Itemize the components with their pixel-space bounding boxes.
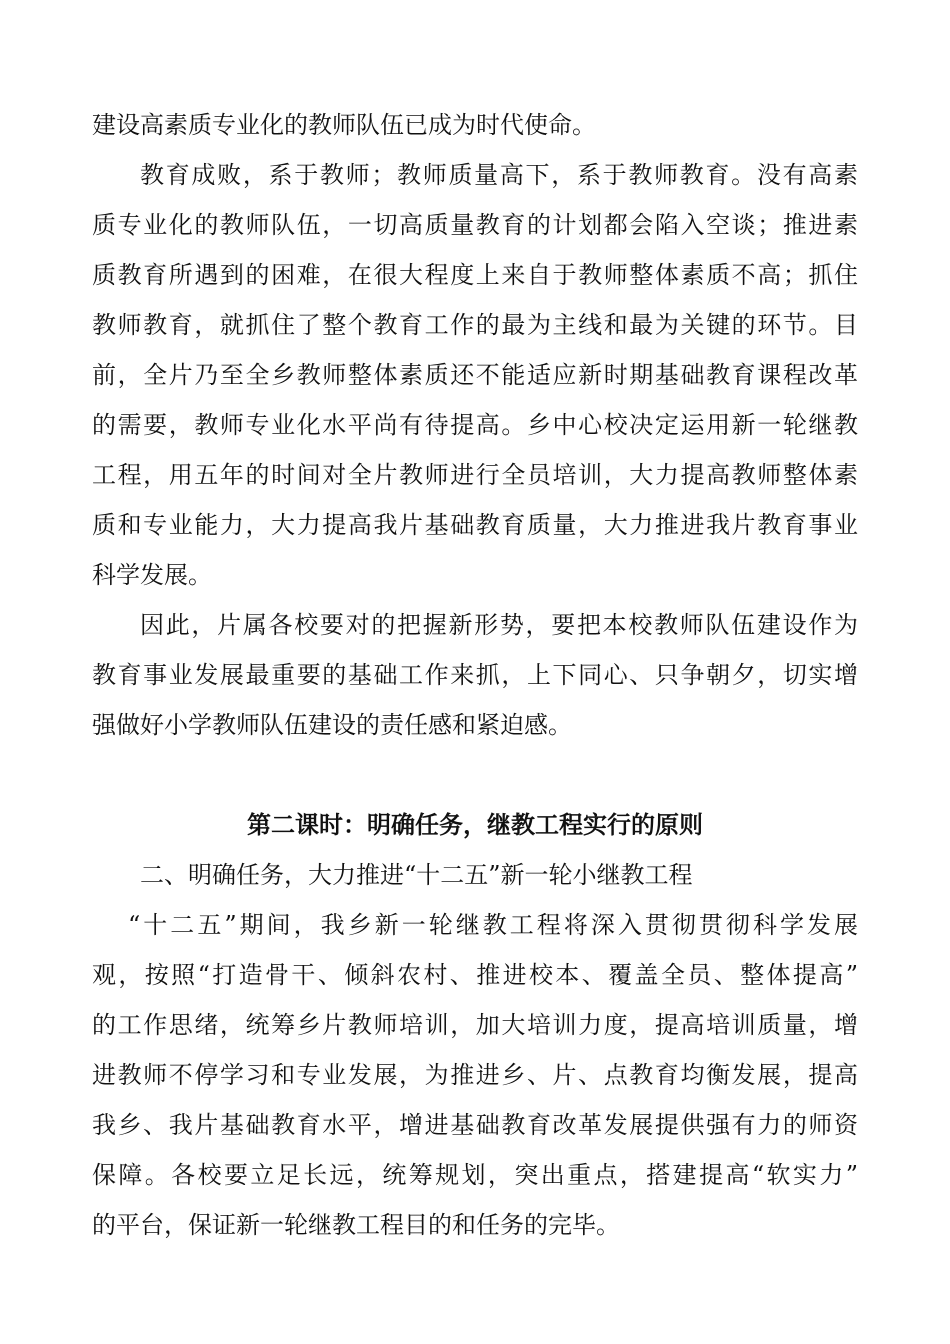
paragraph-line: 强做好小学教师队伍建设的责任感和紧迫感。	[92, 711, 572, 739]
paragraph-line: 的工作思绪，统筹乡片教师培训，加大培训力度，提高培训质量，增	[92, 1011, 858, 1039]
paragraph-line: 的需要，教师专业化水平尚有待提高。乡中心校决定运用新一轮继教	[92, 411, 858, 439]
section-heading: 第二课时：明确任务，继教工程实行的原则	[247, 811, 703, 839]
paragraph-line: 建设高素质专业化的教师队伍已成为时代使命。	[92, 111, 596, 139]
paragraph-line: 进教师不停学习和专业发展，为推进乡、片、点教育均衡发展，提高	[92, 1061, 858, 1089]
paragraph-line: 工程，用五年的时间对全片教师进行全员培训，大力提高教师整体素	[92, 461, 858, 489]
paragraph-line: “十二五”期间，我乡新一轮继教工程将深入贯彻贯彻科学发展	[128, 911, 858, 939]
paragraph-line: 教师教育，就抓住了整个教育工作的最为主线和最为关键的环节。目	[92, 311, 858, 339]
paragraph-line: 质专业化的教师队伍，一切高质量教育的计划都会陷入空谈；推进素	[92, 211, 858, 239]
paragraph-line: 因此，片属各校要对的把握新形势，要把本校教师队伍建设作为	[140, 611, 858, 639]
paragraph-line: 科学发展。	[92, 561, 212, 589]
paragraph-line: 教育事业发展最重要的基础工作来抓，上下同心、只争朝夕，切实增	[92, 661, 858, 689]
paragraph-line: 观，按照“打造骨干、倾斜农村、推进校本、覆盖全员、整体提高”	[92, 961, 858, 989]
paragraph-line: 质教育所遇到的困难，在很大程度上来自于教师整体素质不高；抓住	[92, 261, 858, 289]
subheading: 二、明确任务，大力推进“十二五”新一轮小继教工程	[140, 861, 693, 889]
paragraph-line: 保障。各校要立足长远，统筹规划，突出重点，搭建提高“软实力”	[92, 1161, 858, 1189]
paragraph-line: 我乡、我片基础教育水平，增进基础教育改革发展提供强有力的师资	[92, 1111, 858, 1139]
paragraph-line: 前，全片乃至全乡教师整体素质还不能适应新时期基础教育课程改革	[92, 361, 858, 389]
paragraph-line: 的平台，保证新一轮继教工程目的和任务的完毕。	[92, 1211, 620, 1239]
paragraph-line: 教育成败，系于教师；教师质量高下，系于教师教育。没有高素	[140, 161, 858, 189]
paragraph-line: 质和专业能力，大力提高我片基础教育质量，大力推进我片教育事业	[92, 511, 858, 539]
